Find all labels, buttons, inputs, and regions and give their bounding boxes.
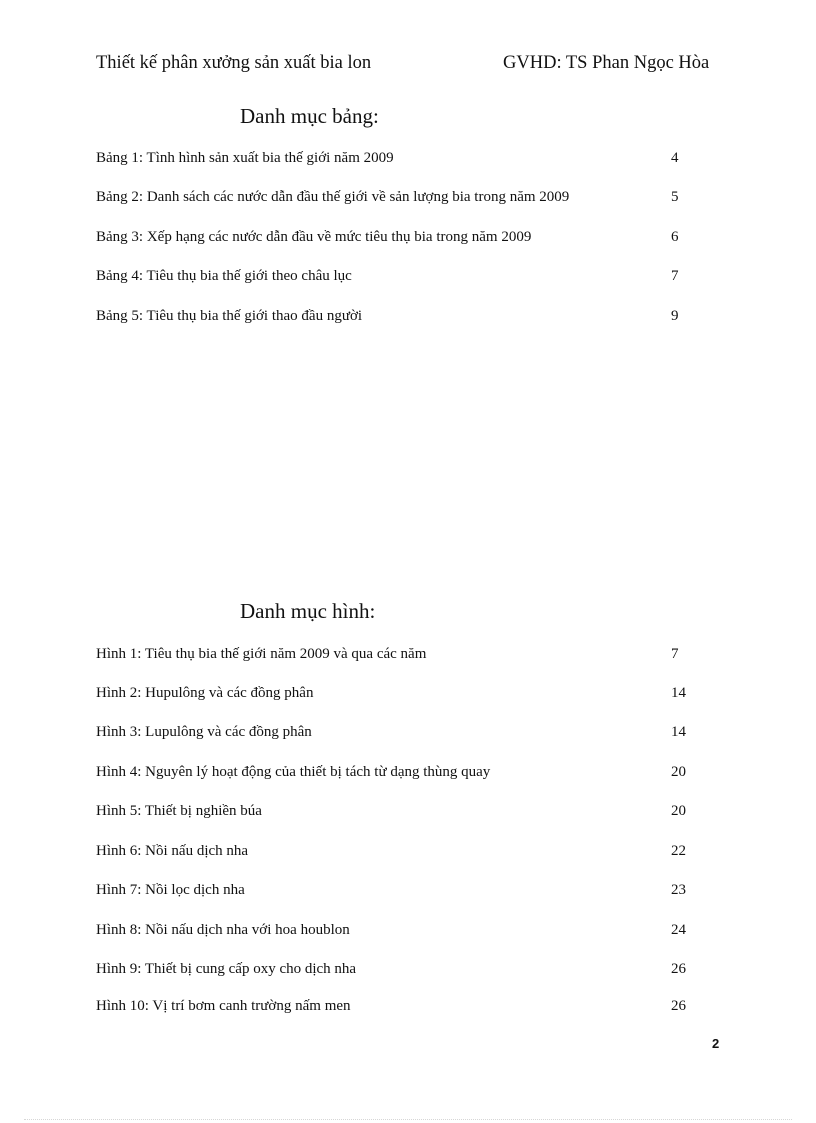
page-bottom-divider: [24, 1119, 792, 1120]
supervisor-label: GVHD: TS Phan Ngọc Hòa: [503, 53, 710, 73]
entry-label: Hình 2: Hupulông và các đồng phân: [96, 685, 314, 701]
entry-page: 14: [671, 685, 686, 701]
entry-page: 23: [671, 882, 686, 898]
entry-label: Hình 10: Vị trí bơm canh trường nấm men: [96, 998, 351, 1014]
entry-label: Hình 7: Nồi lọc dịch nha: [96, 882, 245, 898]
entry-page: 14: [671, 724, 686, 740]
entry-page: 7: [671, 268, 679, 284]
figures-section-title: Danh mục hình:: [240, 599, 376, 623]
table-entry-1: [96, 150, 716, 170]
figure-entry-10: [96, 998, 716, 1018]
entry-label: Hình 1: Tiêu thụ bia thế giới năm 2009 và qua các năm: [96, 646, 427, 662]
tables-section-title: Danh mục bảng:: [240, 104, 379, 128]
table-entry-2: [96, 189, 716, 209]
entry-label: Bảng 3: Xếp hạng các nước dẫn đầu về mức tiêu thụ bia trong năm 2009: [96, 229, 532, 245]
entry-label: Hình 5: Thiết bị nghiền búa: [96, 803, 262, 819]
figure-entry-1: [96, 646, 716, 666]
entry-page: 7: [671, 646, 679, 662]
entry-label: Hình 3: Lupulông và các đồng phân: [96, 724, 312, 740]
figure-entry-6: [96, 843, 716, 863]
entry-page: 9: [671, 308, 679, 324]
entry-page: 20: [671, 803, 686, 819]
entry-page: 5: [671, 189, 679, 205]
entry-page: 6: [671, 229, 679, 245]
table-entry-5: [96, 308, 716, 328]
entry-label: Hình 8: Nồi nấu dịch nha với hoa houblon: [96, 922, 350, 938]
figure-entry-3: [96, 724, 716, 744]
entry-label: Bảng 4: Tiêu thụ bia thế giới theo châu lục: [96, 268, 352, 284]
entry-page: 20: [671, 764, 686, 780]
entry-page: 24: [671, 922, 686, 938]
entry-page: 26: [671, 998, 686, 1014]
table-entry-3: [96, 229, 716, 249]
entry-label: Bảng 1: Tình hình sản xuất bia thế giới năm 2009: [96, 150, 394, 166]
table-entry-4: [96, 268, 716, 288]
entry-label: Hình 9: Thiết bị cung cấp oxy cho dịch nha: [96, 961, 357, 977]
entry-page: 4: [671, 150, 679, 166]
page-number: 2: [712, 1036, 720, 1051]
figure-entry-8: [96, 922, 716, 942]
entry-label: Bảng 2: Danh sách các nước dẫn đầu thế giới về sản lượng bia trong năm 2009: [96, 189, 570, 205]
figure-entry-9: [96, 961, 716, 981]
figure-entry-5: [96, 803, 716, 823]
figure-entry-4: [96, 764, 716, 784]
entry-page: 26: [671, 961, 686, 977]
entry-label: Hình 6: Nồi nấu dịch nha: [96, 843, 249, 859]
figure-entry-7: [96, 882, 716, 902]
entry-page: 22: [671, 843, 686, 859]
entry-label: Bảng 5: Tiêu thụ bia thế giới thao đầu người: [96, 308, 363, 324]
entry-label: Hình 4: Nguyên lý hoạt động của thiết bị tách từ dạng thùng quay: [96, 764, 491, 780]
document-title: Thiết kế phân xưởng sản xuất bia lon: [96, 53, 372, 73]
figure-entry-2: [96, 685, 716, 705]
